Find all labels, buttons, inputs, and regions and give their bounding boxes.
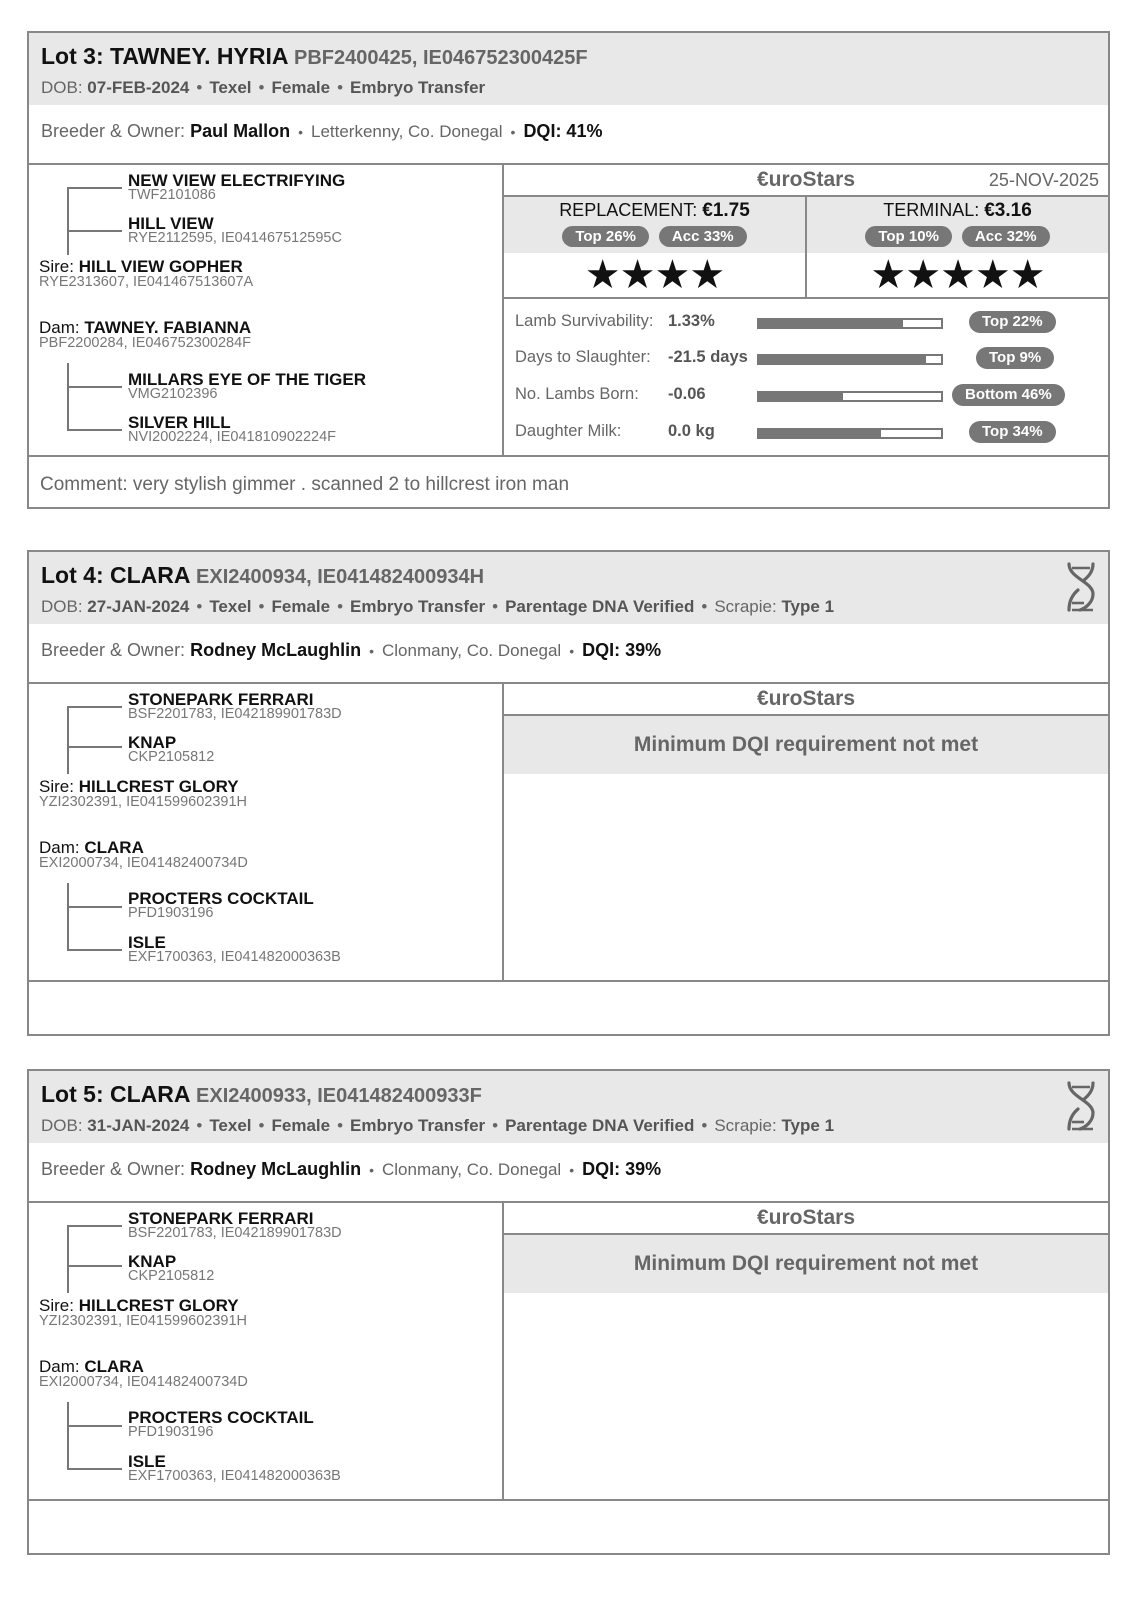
- lot-name: Lot 4: CLARA: [41, 562, 190, 588]
- eurostars-title: €uroStars: [756, 168, 856, 191]
- trait-value: 0.0 kg: [668, 422, 715, 440]
- lot-body: [29, 684, 1108, 982]
- dam-sire-name: PROCTERS COCKTAIL: [128, 1408, 314, 1427]
- eurostars-header: [504, 684, 1108, 716]
- dam-id: EXI2000734, IE041482400734D: [39, 1374, 248, 1390]
- lot-card: [27, 550, 1110, 1036]
- trait-bar: [757, 318, 943, 329]
- eurostars-header: [504, 165, 1108, 197]
- breeder-row: Breeder & Owner: Rodney McLaughlin • Clonmany, Co. Donegal • DQI: 39%: [29, 624, 1108, 684]
- dam-name: CLARA: [84, 838, 144, 857]
- lot-details: DOB: 31-JAN-2024 • Texel • Female • Embryo Transfer • Parentage DNA Verified • Scrapie: Type 1: [41, 1116, 835, 1135]
- breed: Texel: [209, 597, 252, 616]
- replacement-value: €1.75: [702, 200, 750, 221]
- dqi-value: DQI: 41%: [523, 121, 603, 141]
- dam: [39, 1358, 144, 1375]
- sire-id: YZI2302391, IE041599602391H: [39, 1313, 248, 1329]
- origin: Embryo Transfer: [350, 1116, 486, 1135]
- origin: Embryo Transfer: [350, 78, 486, 97]
- sex: Female: [271, 597, 331, 616]
- trait-bar: [757, 428, 943, 439]
- lot-name: Lot 5: CLARA: [41, 1081, 190, 1107]
- trait-name: No. Lambs Born:: [515, 385, 639, 403]
- lot-header: [29, 33, 1108, 105]
- lot-body: [29, 165, 1108, 457]
- breeder-name: Paul Mallon: [190, 121, 291, 141]
- eurostars-panel: [504, 165, 1108, 455]
- lot-comment: [29, 1501, 1108, 1535]
- dam-label: Dam:: [39, 838, 80, 857]
- eurostars-panel: [504, 1203, 1108, 1499]
- dob-value: 07-FEB-2024: [87, 78, 190, 97]
- dam-label: Dam:: [39, 1357, 80, 1376]
- sire-sire-id: BSF2201783, IE042189901783D: [128, 1225, 342, 1241]
- trait-bar-fill: [759, 356, 926, 363]
- lot-card: [27, 1069, 1110, 1555]
- eurostars-title: €uroStars: [756, 687, 856, 710]
- dam-sire-id: PFD1903196: [128, 905, 214, 921]
- terminal-label: TERMINAL:: [883, 200, 980, 220]
- dam-sire-name: PROCTERS COCKTAIL: [128, 889, 314, 908]
- trait-rank-badge: Top 9%: [976, 347, 1054, 369]
- eurostars-date: 25-NOV-2025: [988, 170, 1099, 190]
- lot-title: [41, 1081, 1096, 1108]
- sire-id: YZI2302391, IE041599602391H: [39, 794, 248, 810]
- dam: [39, 839, 144, 856]
- trait-value: 1.33%: [668, 312, 715, 330]
- lot-title: [41, 562, 1096, 589]
- dob-value: 27-JAN-2024: [87, 597, 190, 616]
- breeder-label: Breeder & Owner:: [41, 640, 186, 660]
- trait-bar-fill: [759, 320, 903, 327]
- sire-sire-id: TWF2101086: [128, 187, 216, 203]
- origin: Embryo Transfer: [350, 597, 486, 616]
- trait-row: [504, 309, 1108, 337]
- eurostars-title: €uroStars: [756, 1206, 856, 1229]
- scrapie-label: Scrapie:: [714, 597, 777, 616]
- dam-sire-id: VMG2102396: [128, 386, 218, 402]
- dam-label: Dam:: [39, 318, 80, 337]
- lot-details: DOB: 27-JAN-2024 • Texel • Female • Embryo Transfer • Parentage DNA Verified • Scrapie: Type 1: [41, 597, 835, 616]
- lot-header: [29, 552, 1108, 624]
- dam-sire-id: PFD1903196: [128, 1424, 214, 1440]
- lot-details: DOB: 07-FEB-2024 • Texel • Female • Embryo Transfer: [41, 78, 486, 97]
- dqi-not-met-message: Minimum DQI requirement not met: [504, 1235, 1108, 1293]
- trait-list: [504, 299, 1108, 457]
- sire-dam-id: CKP2105812: [128, 1268, 215, 1284]
- sex: Female: [271, 1116, 331, 1135]
- trait-rank-badge: Bottom 46%: [952, 384, 1065, 406]
- lot-card: [27, 31, 1110, 509]
- lot-header: [29, 1071, 1108, 1143]
- dam-dam-id: EXF1700363, IE041482000363B: [128, 949, 341, 965]
- dam-dam-name: ISLE: [128, 1452, 166, 1471]
- breeder-label: Breeder & Owner:: [41, 1159, 186, 1179]
- replacement-top-badge: Top 26%: [562, 226, 649, 247]
- trait-bar-fill: [759, 430, 881, 437]
- terminal-star-rating: ★★★★★: [870, 253, 1045, 297]
- dob-label: DOB:: [41, 78, 83, 97]
- dob-label: DOB:: [41, 1116, 83, 1135]
- trait-rank-badge: Top 34%: [969, 421, 1056, 443]
- replacement-label: REPLACEMENT:: [559, 200, 698, 220]
- lot-comment: Comment: very stylish gimmer . scanned 2 to hillcrest iron man: [40, 474, 570, 495]
- eurostars-header: [504, 1203, 1108, 1235]
- sire-name: HILLCREST GLORY: [78, 1296, 239, 1315]
- replacement-acc-badge: Acc 33%: [659, 226, 747, 247]
- sire-label: Sire:: [39, 1296, 74, 1315]
- breeder-location: Clonmany, Co. Donegal: [381, 1160, 562, 1179]
- dam-dam-id: NVI2002224, IE041810902224F: [128, 429, 337, 445]
- dam-id: PBF2200284, IE046752300284F: [39, 335, 252, 351]
- replacement-index: [504, 197, 805, 297]
- scrapie-value: Type 1: [781, 597, 835, 616]
- breed: Texel: [209, 78, 252, 97]
- sire-dam-name: KNAP: [128, 1252, 177, 1271]
- dam-dam-name: ISLE: [128, 933, 166, 952]
- breeder-row: Breeder & Owner: Rodney McLaughlin • Clonmany, Co. Donegal • DQI: 39%: [29, 1143, 1108, 1203]
- terminal-value: €3.16: [984, 200, 1032, 221]
- lot-ids: EXI2400934, IE041482400934H: [196, 566, 485, 588]
- dqi-value: DQI: 39%: [582, 640, 662, 660]
- dam-dam-name: SILVER HILL: [128, 413, 231, 432]
- trait-row: [504, 419, 1108, 447]
- breed: Texel: [209, 1116, 252, 1135]
- dna-helix-icon: [1064, 560, 1098, 614]
- lot-body: [29, 1203, 1108, 1501]
- terminal-acc-badge: Acc 32%: [962, 226, 1050, 247]
- dob-value: 31-JAN-2024: [87, 1116, 190, 1135]
- dam-dam-id: EXF1700363, IE041482000363B: [128, 1468, 341, 1484]
- breeder-location: Clonmany, Co. Donegal: [381, 641, 562, 660]
- dna-helix-icon: [1064, 1079, 1098, 1133]
- dqi-value: DQI: 39%: [582, 1159, 662, 1179]
- sire-id: RYE2313607, IE041467513607A: [39, 274, 254, 290]
- sire-label: Sire:: [39, 777, 74, 796]
- dna-verified: Parentage DNA Verified: [505, 1116, 695, 1135]
- dam: [39, 319, 251, 336]
- dqi-not-met-message: Minimum DQI requirement not met: [504, 716, 1108, 774]
- replacement-star-rating: ★★★★: [584, 253, 725, 297]
- dam-sire-name: MILLARS EYE OF THE TIGER: [128, 370, 367, 389]
- eurostars-panel: [504, 684, 1108, 980]
- trait-row: [504, 382, 1108, 410]
- breeder-location: Letterkenny, Co. Donegal: [311, 122, 503, 141]
- breeder-name: Rodney McLaughlin: [190, 1159, 362, 1179]
- sire-name: HILL VIEW GOPHER: [78, 257, 243, 276]
- breeder-name: Rodney McLaughlin: [190, 640, 362, 660]
- sire-dam-id: RYE2112595, IE041467512595C: [128, 230, 342, 246]
- trait-row: [504, 345, 1108, 373]
- terminal-index: [805, 197, 1108, 297]
- pedigree: [29, 1203, 504, 1499]
- pedigree: [29, 165, 504, 455]
- sire-label: Sire:: [39, 257, 74, 276]
- dam-name: TAWNEY. FABIANNA: [84, 318, 252, 337]
- trait-name: Daughter Milk:: [515, 422, 622, 440]
- breeder-row: Breeder & Owner: Paul Mallon • Letterkenny, Co. Donegal • DQI: 41%: [29, 105, 1108, 165]
- trait-name: Lamb Survivability:: [515, 312, 654, 330]
- lot-title: [41, 43, 1096, 70]
- dna-verified: Parentage DNA Verified: [505, 597, 695, 616]
- lot-name: Lot 3: TAWNEY. HYRIA: [41, 43, 288, 69]
- sire-sire-name: STONEPARK FERRARI: [128, 1209, 314, 1228]
- sex: Female: [271, 78, 331, 97]
- sire-dam-name: KNAP: [128, 733, 177, 752]
- trait-rank-badge: Top 22%: [969, 311, 1056, 333]
- sire-dam-id: CKP2105812: [128, 749, 215, 765]
- index-row: [504, 197, 1108, 299]
- sire: [39, 778, 239, 795]
- lot-ids: EXI2400933, IE041482400933F: [196, 1085, 482, 1107]
- sire-sire-name: NEW VIEW ELECTRIFYING: [128, 171, 346, 190]
- trait-name: Days to Slaughter:: [515, 348, 651, 366]
- lot-ids: PBF2400425, IE046752300425F: [294, 47, 588, 69]
- trait-value: -21.5 days: [668, 348, 748, 366]
- sire-name: HILLCREST GLORY: [78, 777, 239, 796]
- trait-bar: [757, 391, 943, 402]
- trait-bar: [757, 354, 943, 365]
- sire-dam-name: HILL VIEW: [128, 214, 214, 233]
- dob-label: DOB:: [41, 597, 83, 616]
- dam-name: CLARA: [84, 1357, 144, 1376]
- breeder-label: Breeder & Owner:: [41, 121, 186, 141]
- pedigree: [29, 684, 504, 980]
- sire: [39, 258, 243, 275]
- sire-sire-name: STONEPARK FERRARI: [128, 690, 314, 709]
- trait-bar-fill: [759, 393, 843, 400]
- lot-comment: [29, 982, 1108, 1016]
- terminal-top-badge: Top 10%: [865, 226, 952, 247]
- dam-id: EXI2000734, IE041482400734D: [39, 855, 248, 871]
- scrapie-value: Type 1: [781, 1116, 835, 1135]
- scrapie-label: Scrapie:: [714, 1116, 777, 1135]
- sire: [39, 1297, 239, 1314]
- sire-sire-id: BSF2201783, IE042189901783D: [128, 706, 342, 722]
- trait-value: -0.06: [668, 385, 706, 403]
